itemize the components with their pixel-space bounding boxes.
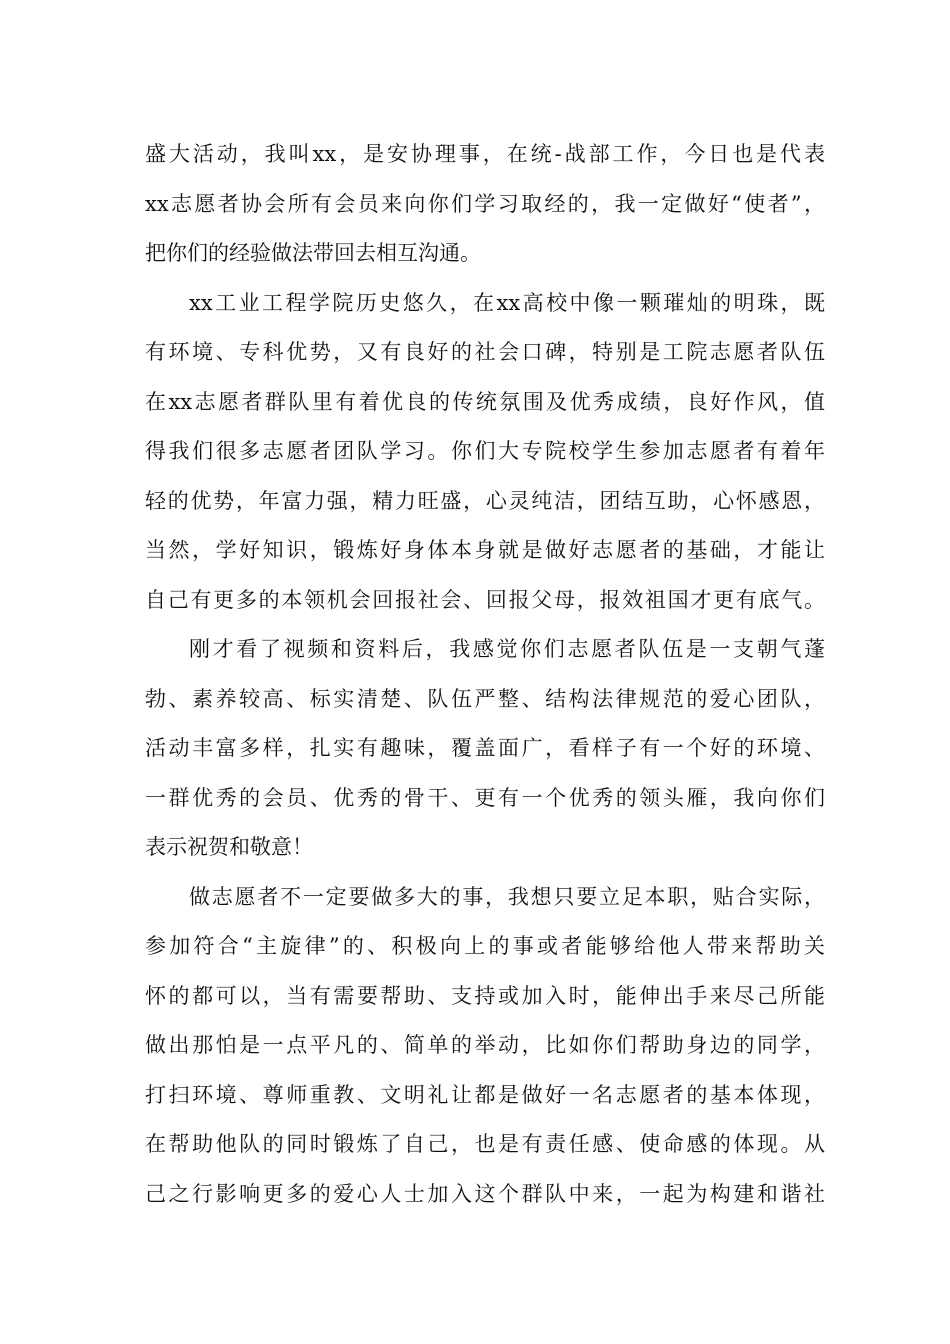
text-line: 当然，学好知识，锻炼好身体本身就是做好志愿者的基础，才能让 xyxy=(145,538,825,562)
text-line: xx工业工程学院历史悠久，在xx高校中像一颗璀灿的明珠，既 xyxy=(189,290,825,315)
text-line: 参加符合“主旋律”的、积极向上的事或者能够给他人带来帮助关 xyxy=(145,934,825,958)
paragraph-3 xyxy=(145,625,825,873)
text-line: 做出那怕是一点平凡的、简单的举动，比如你们帮助身边的同学， xyxy=(145,1033,825,1057)
paragraph-4 xyxy=(145,873,825,1220)
text-line: 活动丰富多样，扎实有趣味，覆盖面广，看样子有一个好的环境、 xyxy=(145,736,825,760)
text-line: 勃、素养较高、标实清楚、队伍严整、结构法律规范的爱心团队， xyxy=(145,686,825,711)
text-line: 自己有更多的本领机会回报社会、回报父母，报效祖国才更有底气。 xyxy=(145,587,825,612)
paragraph-1 xyxy=(145,130,825,279)
text-line: 得我们很多志愿者团队学习。你们大专院校学生参加志愿者有着年 xyxy=(145,439,825,463)
text-line: 轻的优势，年富力强，精力旺盛，心灵纯洁，团结互助，心怀感恩， xyxy=(145,488,825,513)
text-line: 打扫环境、尊师重教、文明礼让都是做好一名志愿者的基本体现， xyxy=(145,1082,825,1107)
paragraph-2 xyxy=(145,279,825,626)
text-line: 表示祝贺和敬意！ xyxy=(145,835,313,859)
text-line: 做志愿者不一定要做多大的事，我想只要立足本职，贴合实际， xyxy=(189,884,825,909)
text-line: 盛大活动，我叫xx，是安协理事，在统-战部工作，今日也是代表 xyxy=(145,142,825,166)
text-line: xx志愿者协会所有会员来向你们学习取经的，我一定做好“使者”， xyxy=(145,191,825,216)
text-line: 一群优秀的会员、优秀的骨干、更有一个优秀的领头雁，我向你们 xyxy=(145,785,825,810)
text-line: 在xx志愿者群队里有着优良的传统氛围及优秀成绩，良好作风，值 xyxy=(145,389,825,414)
text-line: 己之行影响更多的爱心人士加入这个群队中来，一起为构建和谐社 xyxy=(145,1181,825,1206)
text-line: 刚才看了视频和资料后，我感觉你们志愿者队伍是一支朝气蓬 xyxy=(189,637,825,661)
text-line: 有环境、专科优势，又有良好的社会口碑，特别是工院志愿者队伍 xyxy=(145,340,825,364)
text-line: 在帮助他队的同时锻炼了自己，也是有责任感、使命感的体现。从 xyxy=(145,1132,825,1156)
document-body xyxy=(145,130,825,1219)
text-line: 怀的都可以，当有需要帮助、支持或加入时，能伸出手来尽己所能 xyxy=(145,983,825,1008)
text-line: 把你们的经验做法带回去相互沟通。 xyxy=(145,241,481,265)
